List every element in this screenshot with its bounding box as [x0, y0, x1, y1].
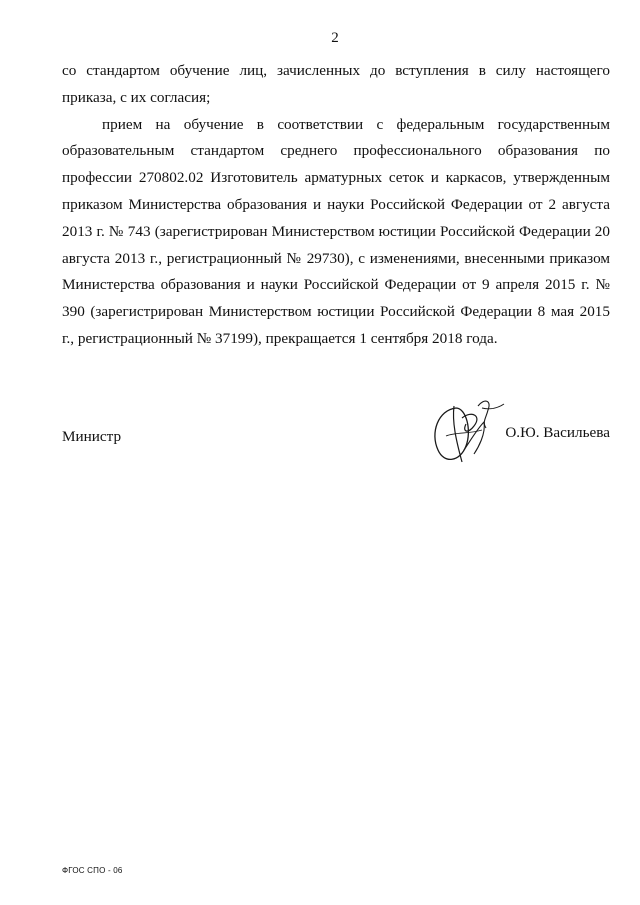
page-number: 2: [331, 30, 339, 46]
footer-document-code: ФГОС СПО - 06: [62, 866, 123, 875]
handwritten-signature: [426, 388, 512, 468]
document-body: [62, 58, 610, 353]
signature-block: [62, 388, 610, 478]
body-paragraph-continued: со стандартом обучение лиц, зачисленных до вступления в силу настоящего приказа, с их согласия;: [62, 62, 610, 106]
signatory-name: О.Ю. Васильева: [505, 424, 610, 441]
body-paragraph-termination: прием на обучение в соответствии с федеральным государственным образовательным стандартом среднего профессионального образования по профессии 270802.02 Изготовитель арматурных сеток и каркасов, утвержденным приказом Министерства образования и науки Российской Федерации от 2 августа 2013 г. № 743 (зарегистрирован Министерством юстиции Российской Федерации 20 августа 2013 г., регистрационный № 29730), с изменениями, внесенными приказом Министерства образования и науки Российской Федерации от 9 апреля 2015 г. № 390 (зарегистрирован Министерством юстиции Российской Федерации 8 мая 2015 г., регистрационный № 37199), прекращается 1 сентября 2018 года.: [62, 115, 610, 347]
signatory-title: Министр: [62, 428, 122, 445]
